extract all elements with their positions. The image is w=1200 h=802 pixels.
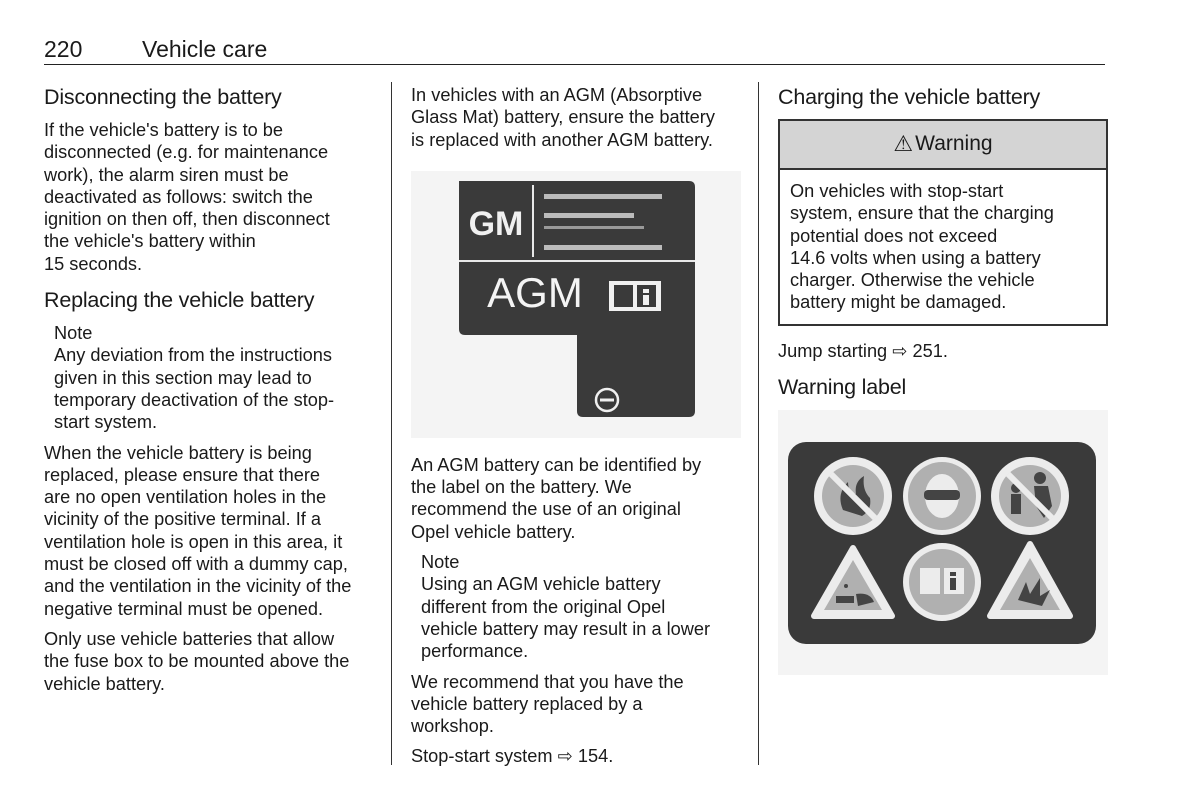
keep-children-away-icon: [991, 457, 1069, 535]
text-line: On vehicles with stop-start: [790, 181, 1004, 201]
text-line: negative terminal must be opened.: [44, 598, 324, 619]
text-line: start system.: [54, 412, 158, 433]
gm-logo: GM: [468, 204, 524, 243]
text-line: the vehicle's battery within: [44, 231, 256, 252]
warning-label-figure: [778, 410, 1108, 675]
paragraph-recommend: [411, 671, 747, 738]
ref-text[interactable]: Stop-start system: [411, 746, 553, 767]
paragraph-identify: [411, 454, 747, 543]
text-line: We recommend that you have the: [411, 671, 684, 692]
text-line: disconnected (e.g. for maintenance: [44, 142, 329, 163]
text-line: If the vehicle's battery is to be: [44, 120, 284, 140]
text-line: charger. Otherwise the vehicle: [790, 270, 1035, 291]
note-title: Note: [421, 552, 460, 573]
warning-label-illustration: [778, 410, 1108, 675]
note-title: Note: [54, 323, 93, 344]
warning-header: [780, 121, 1106, 170]
column-middle: [411, 84, 747, 776]
heading-replacing: Replacing the vehicle battery: [44, 288, 315, 313]
text-line: Glass Mat) battery, ensure the battery: [411, 107, 715, 128]
no-fire-icon: [814, 457, 892, 535]
text-line: Any deviation from the instructions: [54, 345, 332, 366]
text-line: performance.: [421, 641, 529, 662]
text-line: different from the original Opel: [421, 596, 666, 617]
heading-warning-label: Warning label: [778, 375, 907, 400]
text-line: is replaced with another AGM battery.: [411, 129, 713, 150]
paragraph-replace: [44, 442, 380, 620]
column-right: [778, 84, 1108, 675]
text-line: An AGM battery can be identified by: [411, 454, 702, 475]
text-line: are no open ventilation holes in the: [44, 487, 327, 508]
text-line: 14.6 volts when using a battery: [790, 247, 1041, 268]
agm-label-illustration: [411, 171, 741, 438]
text-line: recommend the use of an original: [411, 499, 681, 520]
heading-charging: Charging the vehicle battery: [778, 85, 1041, 109]
column-left: [44, 84, 380, 703]
text-line: Opel vehicle battery.: [411, 521, 576, 542]
ref-text[interactable]: Jump starting: [778, 340, 888, 361]
paragraph-disconnect: [44, 119, 380, 275]
ref-page[interactable]: 154.: [577, 746, 614, 767]
text-line: must be closed off with a dummy cap,: [44, 554, 348, 575]
text-line: Using an AGM vehicle battery: [421, 574, 661, 595]
note-block: [54, 322, 380, 433]
text-line: vehicle battery may result in a lower: [421, 618, 711, 639]
text-line: workshop.: [411, 716, 494, 737]
read-manual-icon: [903, 543, 981, 621]
text-line: system, ensure that the charging: [790, 203, 1054, 224]
column-divider: [391, 82, 392, 765]
paragraph-fuse: [44, 628, 380, 695]
read-manual-icon: [609, 281, 661, 311]
text-line: Only use vehicle batteries that allow: [44, 628, 335, 649]
warning-title: Warning: [915, 132, 993, 156]
warning-box: [778, 119, 1108, 326]
ref-page[interactable]: 251.: [912, 340, 948, 361]
text-line: battery might be damaged.: [790, 292, 1007, 313]
note-block: [421, 551, 747, 662]
text-line: In vehicles with an AGM (Absorptive: [411, 85, 703, 105]
text-line: ventilation hole is open in this area, it: [44, 531, 343, 552]
warning-triangle-icon: ⚠: [893, 131, 914, 157]
text-line: When the vehicle battery is being: [44, 442, 312, 463]
text-line: the label on the battery. We: [411, 477, 632, 498]
heading-disconnecting: Disconnecting the battery: [44, 85, 282, 109]
page-number: 220: [44, 36, 83, 62]
eye-protection-icon: [903, 457, 981, 535]
text-line: vehicle battery replaced by a: [411, 693, 643, 714]
text-line: vehicle battery.: [44, 673, 165, 694]
text-line: 15 seconds.: [44, 253, 143, 274]
text-line: given in this section may lead to: [54, 367, 312, 388]
text-line: vicinity of the positive terminal. If a: [44, 509, 321, 530]
text-line: temporary deactivation of the stop-: [54, 389, 335, 410]
page-ref-arrow-icon: ⇨: [557, 746, 573, 767]
page-header: [44, 34, 1105, 65]
warning-body: [780, 170, 1106, 324]
text-line: and the ventilation in the vicinity of the: [44, 576, 352, 597]
text-line: work), the alarm siren must be: [44, 164, 289, 185]
text-line: ignition on then off, then disconnect: [44, 209, 330, 230]
agm-battery-label-figure: [411, 171, 741, 438]
text-line: potential does not exceed: [790, 225, 998, 246]
text-line: deactivated as follows: switch the: [44, 186, 313, 207]
page-ref-arrow-icon: ⇨: [892, 340, 908, 361]
text-line: the fuse box to be mounted above the: [44, 651, 350, 672]
column-divider: [758, 82, 759, 765]
section-title: Vehicle care: [142, 36, 268, 62]
cross-reference[interactable]: [778, 340, 1108, 362]
cross-reference[interactable]: [411, 745, 747, 767]
agm-type-text: AGM: [487, 268, 583, 316]
text-line: replaced, please ensure that there: [44, 464, 321, 485]
paragraph-agm: [411, 84, 747, 151]
